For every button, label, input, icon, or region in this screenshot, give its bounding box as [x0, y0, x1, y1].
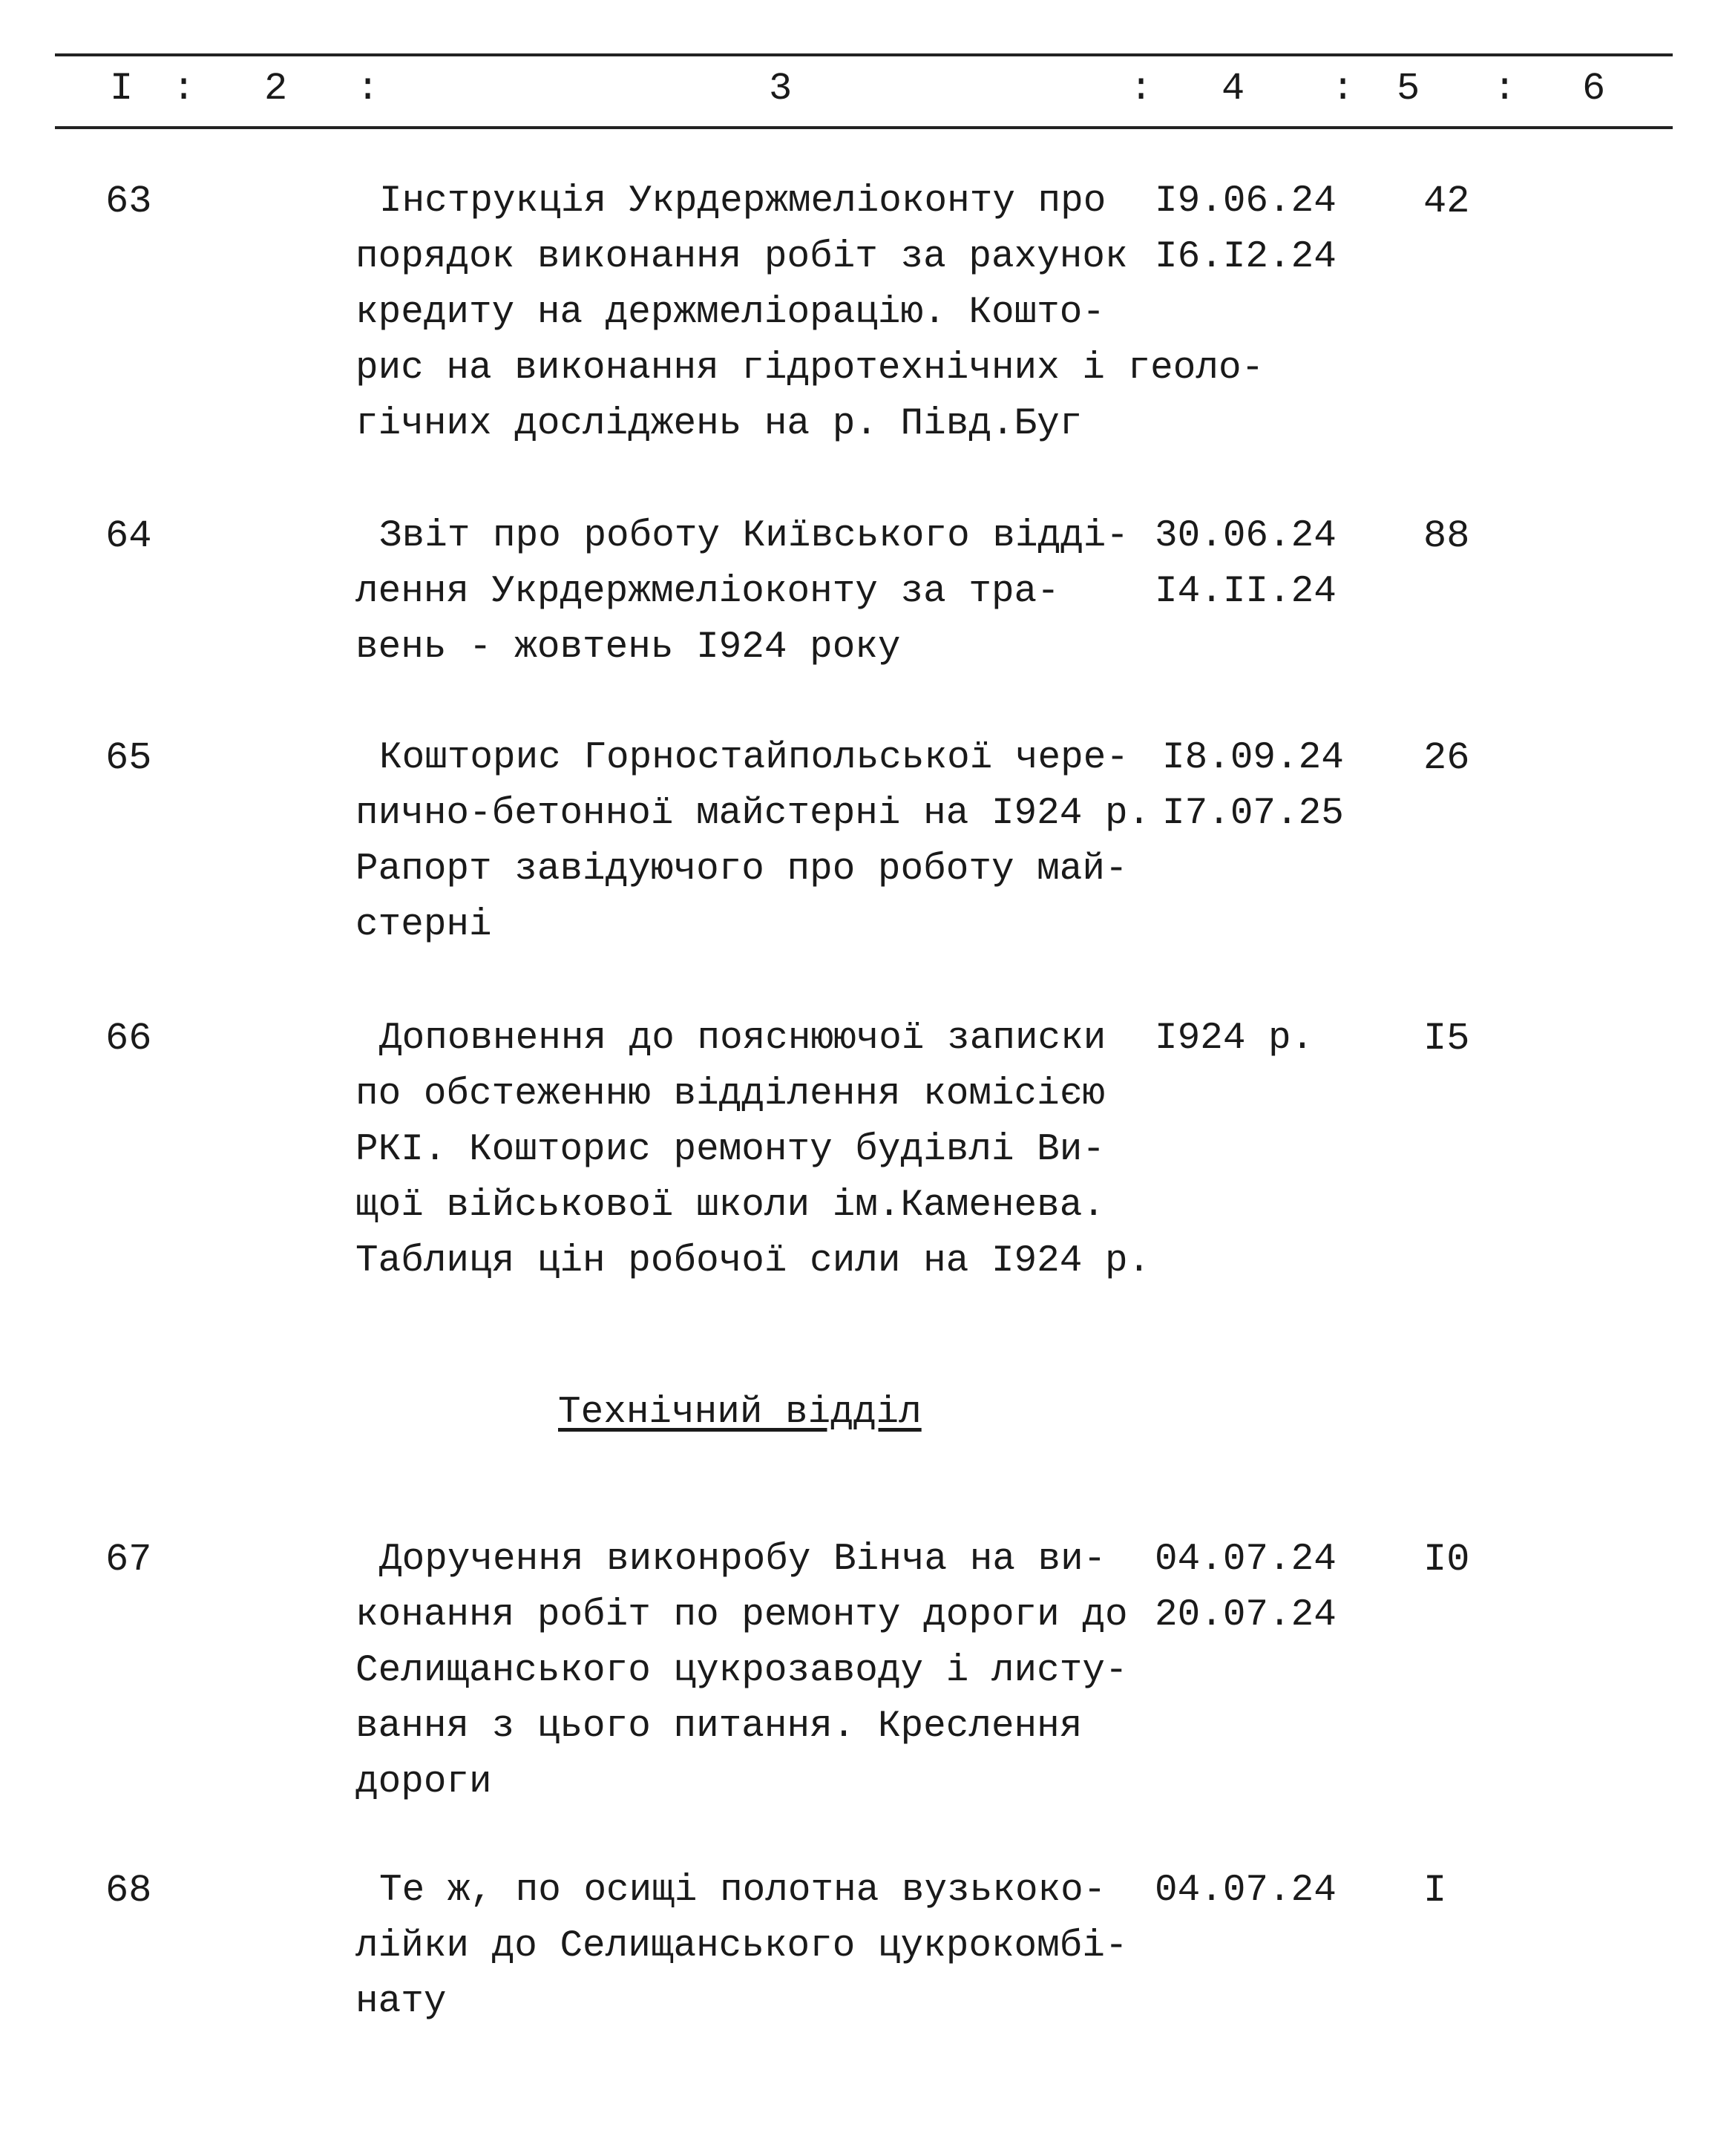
entry-sheet-count: I — [1423, 1869, 1447, 1913]
entry-title-line: Селищанського цукрозаводу і листу- — [355, 1650, 1128, 1692]
column-separator: : — [1493, 67, 1517, 111]
entry-title-line: Доповнення до пояснюючої записки — [379, 1018, 1106, 1060]
entry-date: 04.07.24 — [1155, 1870, 1337, 1912]
header-bottom-rule — [55, 126, 1673, 129]
entry-title-line: дороги — [355, 1761, 492, 1803]
column-header-4: 4 — [1222, 67, 1245, 111]
column-separator: : — [1129, 67, 1153, 111]
column-header-1: I — [110, 67, 134, 111]
entry-title-line: Інструкція Укрдержмеліоконту про — [379, 180, 1106, 223]
entry-title-line: Рапорт завідуючого про роботу май- — [355, 848, 1128, 891]
entry-title-line: Кошторис Горностайпольської чере- — [379, 737, 1129, 779]
entry-number: 66 — [105, 1017, 152, 1061]
entry-title-line: конання робіт по ремонту дороги до — [355, 1594, 1128, 1636]
entry-sheet-count: I5 — [1423, 1017, 1470, 1061]
entry-dates — [1155, 174, 1337, 285]
column-header-6: 6 — [1582, 67, 1606, 111]
column-header-3: 3 — [769, 67, 793, 111]
entry-title — [355, 1011, 1150, 1289]
entry-dates — [1155, 1863, 1337, 1919]
entry-number: 67 — [105, 1538, 152, 1582]
column-separator: : — [356, 67, 380, 111]
entry-date: 30.06.24 — [1155, 515, 1337, 557]
entry-date: I4.II.24 — [1155, 571, 1337, 613]
entry-title-line: Таблиця цін робочої сили на I924 р. — [355, 1240, 1151, 1282]
entry-title-line: нату — [355, 1981, 447, 2023]
column-header-5: 5 — [1397, 67, 1420, 111]
section-heading: Технічний відділ — [558, 1392, 922, 1434]
entry-title-line: пично-бетонної майстерні на I924 р. — [355, 793, 1151, 835]
entry-date: I924 р. — [1155, 1018, 1314, 1060]
entry-number: 63 — [105, 180, 152, 223]
entry-date: I6.I2.24 — [1155, 236, 1337, 278]
entry-title-line: Доручення виконробу Вінча на ви- — [379, 1539, 1106, 1581]
entry-title-line: щої військової школи ім.Каменева. — [355, 1185, 1105, 1227]
entry-title — [355, 508, 1129, 675]
entry-date: I7.07.25 — [1162, 793, 1344, 835]
entry-title-line: лійки до Селищанського цукрокомбі- — [355, 1925, 1128, 1967]
entry-title-line: вень - жовтень I924 року — [355, 626, 901, 669]
entry-title-line: порядок виконання робіт за рахунок — [355, 236, 1128, 278]
entry-date: I9.06.24 — [1155, 180, 1337, 223]
entry-title-line: вання з цього питання. Креслення — [355, 1706, 1083, 1748]
column-header-2: 2 — [264, 67, 288, 111]
entry-title — [355, 1532, 1128, 1810]
entry-dates — [1155, 508, 1337, 620]
column-separator: : — [1331, 67, 1355, 111]
entry-sheet-count: 26 — [1423, 736, 1470, 780]
header-top-rule — [55, 53, 1673, 56]
entry-title-line: по обстеженню відділення комісією — [355, 1073, 1105, 1115]
entry-title-line: рис на виконання гідротехнічних і геоло- — [355, 347, 1265, 390]
entry-sheet-count: 42 — [1423, 180, 1470, 223]
entry-dates — [1155, 1532, 1337, 1643]
entry-sheet-count: 88 — [1423, 514, 1470, 558]
entry-number: 64 — [105, 514, 152, 558]
entry-date: I8.09.24 — [1162, 737, 1344, 779]
entry-number: 65 — [105, 736, 152, 780]
entry-title-line: гічних досліджень на р. Півд.Буг — [355, 403, 1083, 445]
entry-number: 68 — [105, 1869, 152, 1913]
entry-dates — [1162, 730, 1344, 842]
entry-title — [355, 174, 1264, 452]
entry-title-line: Те ж, по осищі полотна вузькоко- — [379, 1870, 1106, 1912]
entry-date: 20.07.24 — [1155, 1594, 1337, 1636]
column-separator: : — [172, 67, 196, 111]
entry-title-line: кредиту на держмеліорацію. Кошто- — [355, 292, 1105, 334]
entry-title — [355, 1863, 1128, 2030]
entry-title-line: стерні — [355, 904, 492, 946]
entry-dates — [1155, 1011, 1314, 1066]
entry-title-line: лення Укрдержмеліоконту за тра- — [355, 571, 1060, 613]
entry-sheet-count: I0 — [1423, 1538, 1470, 1582]
entry-title-line: Звіт про роботу Київського відді- — [379, 515, 1129, 557]
entry-title-line: РКІ. Кошторис ремонту будівлі Ви- — [355, 1129, 1105, 1171]
entry-date: 04.07.24 — [1155, 1539, 1337, 1581]
entry-title — [355, 730, 1150, 953]
